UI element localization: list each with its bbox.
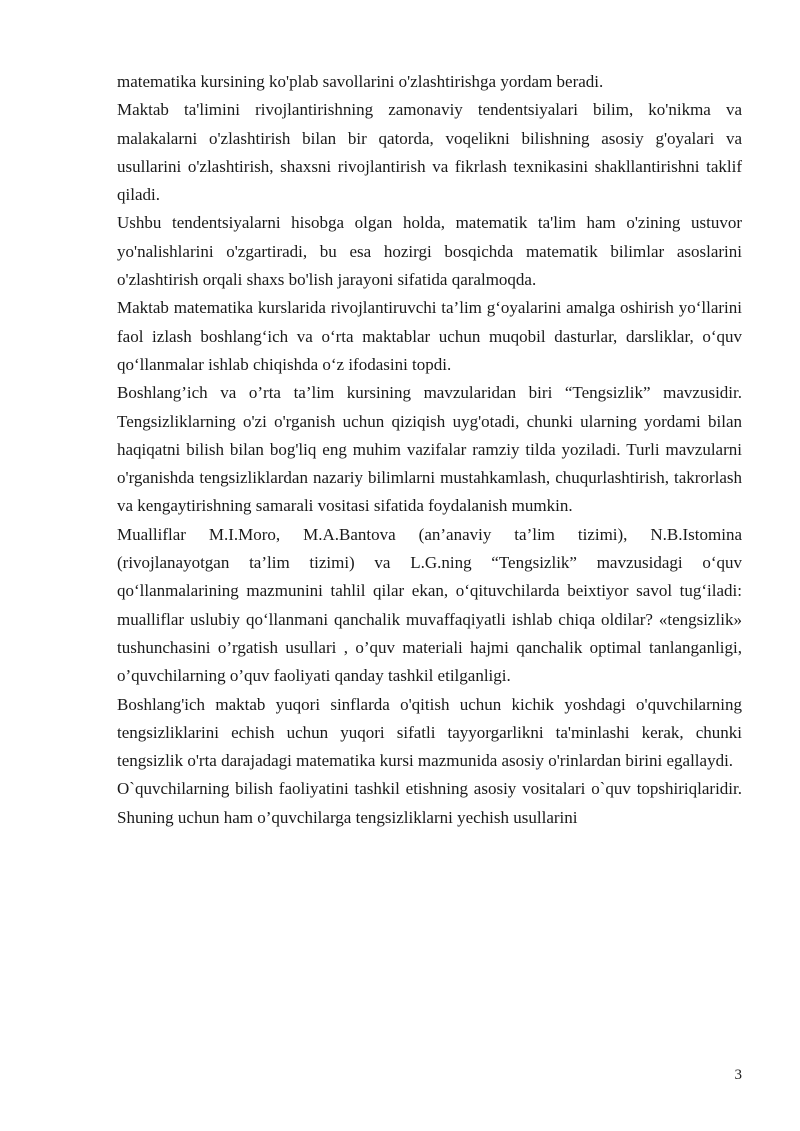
document-body [117, 68, 742, 832]
paragraph-2: Maktab ta'limini rivojlantirishning zamonaviy tendentsiyalari bilim, ko'nikma va malakalarni o'zlashtirish bilan bir qatorda, voqelikni bilishning asosiy g'oyalari va usullarini o'zlashtirish, shaxsni rivojlantirish va fikrlash texnikasini shakllantirishni taklif qiladi. [117, 100, 742, 205]
paragraph-3: Ushbu tendentsiyalarni hisobga olgan holda, matematik ta'lim ham o'zining ustuvor yo'nalishlarini o'zgartiradi, bu esa hozirgi bosqichda matematik bilimlar asoslarini o'zlashtirish orqali shaxs bo'lish jarayoni sifatida qaralmoqda. [117, 213, 742, 290]
paragraph-1: matematika kursining ko'plab savollarini o'zlashtirishga yordam beradi. [117, 72, 604, 91]
paragraph-8: O`quvchilarning bilish faoliyatini tashkil etishning asosiy vositalari o`quv topshiriqlaridir. Shuning uchun ham o’quvchilarga tengsizliklarni yechish usullarini [117, 779, 742, 827]
page-number: 3 [734, 1067, 742, 1083]
paragraph-4: Maktab matematika kurslarida rivojlantiruvchi ta’lim g‘oyalarini amalga oshirish yo‘llarini faol izlash boshlang‘ich va o‘rta maktablar uchun muqobil dasturlar, darsliklar, o‘quv qo‘llanmalar ishlab chiqishda o‘z ifodasini topdi. [117, 298, 742, 374]
paragraph-6: Mualliflar M.I.Moro, M.A.Bantova (an’anaviy ta’lim tizimi), N.B.Istomina (rivojlanayotgan ta’lim tizimi) va L.G.ning “Tengsizlik” mavzusidagi o‘quv qo‘llanmalarining mazmunini tahlil qilar ekan, o‘qituvchilarda beixtiyor savol tug‘iladi: mualliflar uslubiy qo‘llanmani qanchalik muvaffaqiyatli ishlab chiqa oldilar? «tengsizlik» tushunchasini o’rgatish usullari , o’quv materiali hajmi qanchalik optimal tanlanganligi, o’quvchilarning o’quv faoliyati qanday tashkil etilganligi. [117, 524, 742, 686]
paragraph-7: Boshlang'ich maktab yuqori sinflarda o'qitish uchun kichik yoshdagi o'quvchilarning tengsizliklarini echish uchun yuqori sifatli tayyorgarlikni ta'minlashi kerak, chunki tengsizlik o'rta darajadagi matematika kursi mazmunida asosiy o'rinlardan birini egallaydi. [117, 694, 742, 771]
paragraph-5: Boshlang’ich va o’rta ta’lim kursining mavzularidan biri “Tengsizlik” mavzusidir. Tengsizliklarning o'zi o'rganish uchun qiziqish uyg'otadi, chunki ularning yordami bilan haqiqatni bilish bilan bog'liq eng muhim vazifalar ramziy tilda yoziladi. Turli mavzularni o'rganishda tengsizliklardan nazariy bilimlarni mustahkamlash, chuqurlashtirish, takrorlash va kengaytirishning samarali vositasi sifatida foydalanish mumkin. [117, 383, 742, 516]
